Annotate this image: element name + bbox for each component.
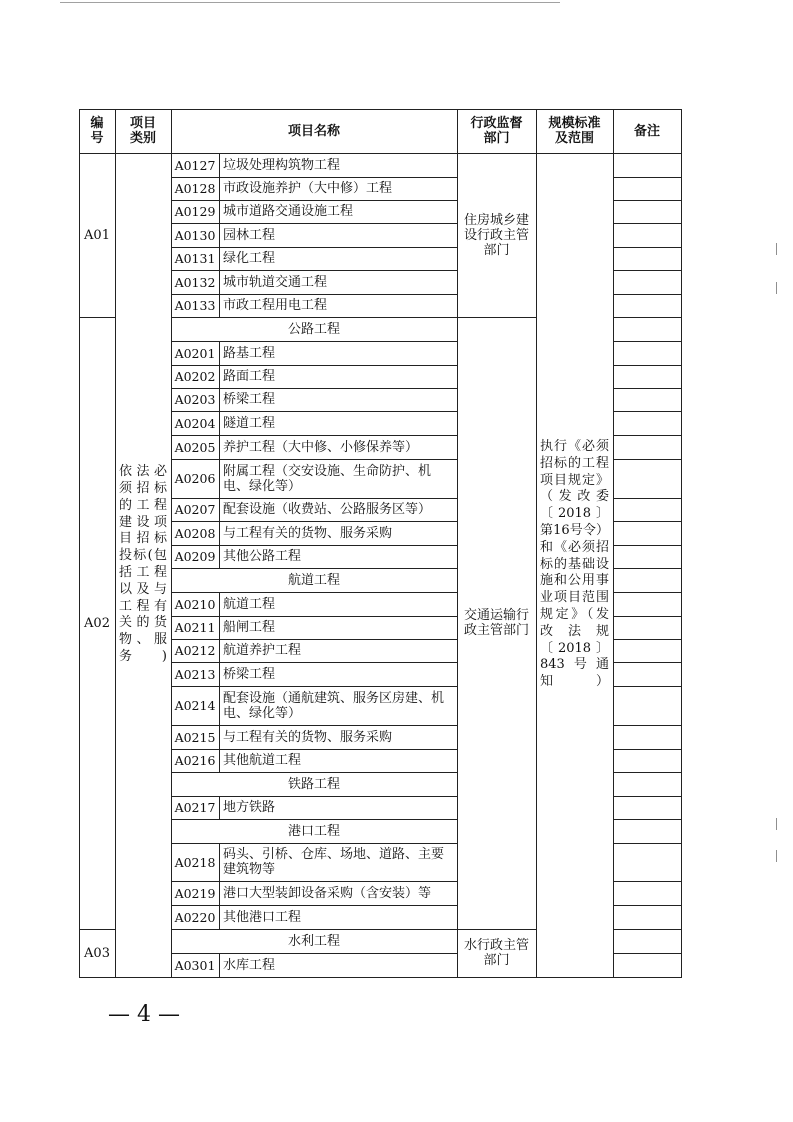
item-name: 市政工程用电工程 xyxy=(223,298,328,313)
code-name-divider xyxy=(219,435,220,459)
item-name: 其他港口工程 xyxy=(223,909,302,925)
note-divider xyxy=(613,365,681,366)
item-code: A0220 xyxy=(174,909,216,925)
note-divider xyxy=(613,341,681,342)
row-divider xyxy=(171,365,457,366)
item-code: A0215 xyxy=(174,729,216,745)
header-scope: 规模标准及范围 xyxy=(548,116,601,146)
item-name: 城市道路交通设施工程 xyxy=(223,204,354,219)
scan-edge-line xyxy=(60,2,560,3)
row-divider xyxy=(171,435,457,436)
note-divider xyxy=(613,498,681,499)
code-name-divider xyxy=(219,388,220,411)
note-divider xyxy=(613,435,681,436)
code-name-divider xyxy=(219,177,220,200)
row-divider xyxy=(171,953,457,954)
code-name-divider xyxy=(219,905,220,929)
row-divider xyxy=(171,592,457,593)
item-code: A0210 xyxy=(174,596,216,612)
row-divider xyxy=(171,749,457,750)
item-name: 绿化工程 xyxy=(223,251,276,266)
code-name-divider xyxy=(219,686,220,725)
item-code: A0214 xyxy=(174,698,216,713)
category-cell: 依法必须招标的工程建设项目招标投标(包括工程以及与工程有关的货物、服务) xyxy=(119,464,167,664)
code-name-divider xyxy=(219,843,220,881)
row-divider xyxy=(171,521,457,522)
item-name: 城市轨道交通工程 xyxy=(223,274,328,290)
row-divider xyxy=(171,843,457,844)
note-divider xyxy=(613,177,681,178)
item-name: 路面工程 xyxy=(223,369,276,384)
row-divider xyxy=(171,725,457,726)
header-category: 项目类别 xyxy=(129,116,156,146)
section-title: 铁路工程 xyxy=(287,776,340,792)
scan-edge-mark xyxy=(776,818,777,830)
group-divider xyxy=(79,317,115,318)
column-divider xyxy=(171,109,172,978)
note-divider xyxy=(613,819,681,820)
code-name-divider xyxy=(219,662,220,686)
row-divider xyxy=(171,317,457,318)
row-divider xyxy=(171,411,457,412)
note-divider xyxy=(613,881,681,882)
dept-cell: 水行政主管部门 xyxy=(463,938,529,968)
row-divider xyxy=(171,905,457,906)
code-name-divider xyxy=(219,521,220,545)
item-code: A0132 xyxy=(174,274,216,290)
row-divider xyxy=(171,772,457,773)
item-name: 航道养护工程 xyxy=(223,643,302,658)
note-divider xyxy=(613,686,681,687)
item-code: A0209 xyxy=(174,549,216,564)
group-code: A02 xyxy=(84,615,110,631)
item-name: 与工程有关的货物、服务采购 xyxy=(223,525,393,541)
item-code: A0203 xyxy=(174,392,216,407)
group-code: A03 xyxy=(84,945,110,961)
note-divider xyxy=(613,545,681,546)
note-divider xyxy=(613,294,681,295)
scan-edge-mark xyxy=(776,282,777,294)
row-divider xyxy=(171,200,457,201)
item-name: 地方铁路 xyxy=(223,800,276,815)
note-divider xyxy=(613,247,681,248)
page-number: — 4 — xyxy=(108,1002,180,1027)
note-divider xyxy=(613,749,681,750)
row-divider xyxy=(171,977,457,978)
note-divider xyxy=(613,568,681,569)
note-divider xyxy=(613,223,681,224)
section-title: 公路工程 xyxy=(287,321,340,337)
row-divider xyxy=(171,796,457,797)
item-code: A0219 xyxy=(174,885,216,901)
note-divider xyxy=(613,772,681,773)
code-name-divider xyxy=(219,270,220,294)
note-divider xyxy=(613,317,681,318)
table-top-border xyxy=(79,109,682,110)
header-name: 项目名称 xyxy=(287,123,340,139)
note-divider xyxy=(613,616,681,617)
row-divider xyxy=(171,686,457,687)
row-divider xyxy=(171,662,457,663)
code-name-divider xyxy=(219,411,220,435)
item-code: A0208 xyxy=(174,525,216,541)
item-code: A0204 xyxy=(174,415,216,431)
item-code: A0205 xyxy=(174,439,216,455)
note-divider xyxy=(613,662,681,663)
row-divider xyxy=(171,459,457,460)
group-code: A01 xyxy=(84,227,110,243)
column-divider xyxy=(457,109,458,978)
item-name: 市政设施养护（大中修）工程 xyxy=(223,181,393,196)
row-divider xyxy=(171,545,457,546)
row-divider xyxy=(171,294,457,295)
code-name-divider xyxy=(219,200,220,223)
note-divider xyxy=(613,843,681,844)
note-divider xyxy=(613,200,681,201)
row-divider xyxy=(171,247,457,248)
item-name: 港口大型装卸设备采购（含安装）等 xyxy=(223,885,432,901)
scan-edge-mark xyxy=(776,243,777,255)
item-name: 船闸工程 xyxy=(223,620,276,635)
row-divider xyxy=(171,616,457,617)
column-divider xyxy=(681,109,682,978)
code-name-divider xyxy=(219,294,220,317)
item-name: 与工程有关的货物、服务采购 xyxy=(223,729,393,745)
item-code: A0131 xyxy=(174,251,216,266)
item-code: A0207 xyxy=(174,502,216,517)
code-name-divider xyxy=(219,749,220,772)
note-divider xyxy=(613,725,681,726)
scope-cell: 执行《必须招标的工程项目规定》（发改委〔2018〕第16号令）和《必须招标的基础设施和公用事业项目范围规定》（发改法规〔2018〕843号通知） xyxy=(540,439,609,690)
note-divider xyxy=(613,977,681,978)
item-name: 桥梁工程 xyxy=(223,666,276,682)
code-name-divider xyxy=(219,365,220,388)
item-name: 其他公路工程 xyxy=(223,549,302,564)
note-divider xyxy=(613,411,681,412)
code-name-divider xyxy=(219,498,220,521)
note-divider xyxy=(613,796,681,797)
code-name-divider xyxy=(219,725,220,749)
item-name: 配套设施（通航建筑、服务区房建、机电、绿化等） xyxy=(223,690,445,721)
row-divider xyxy=(171,639,457,640)
item-name: 码头、引桥、仓库、场地、道路、主要建筑物等 xyxy=(223,847,445,877)
item-name: 桥梁工程 xyxy=(223,392,276,407)
row-divider xyxy=(171,819,457,820)
section-title: 港口工程 xyxy=(287,823,340,839)
code-name-divider xyxy=(219,639,220,662)
row-divider xyxy=(171,223,457,224)
section-title: 水利工程 xyxy=(287,933,340,949)
header-num: 编号 xyxy=(90,116,104,146)
item-code: A0213 xyxy=(174,666,216,682)
row-divider xyxy=(171,177,457,178)
code-name-divider xyxy=(219,881,220,905)
header-note: 备注 xyxy=(633,123,660,139)
item-name: 航道工程 xyxy=(223,596,276,612)
code-name-divider xyxy=(219,592,220,616)
note-divider xyxy=(613,953,681,954)
row-divider xyxy=(171,388,457,389)
row-divider xyxy=(171,270,457,271)
column-divider xyxy=(536,109,537,978)
row-divider xyxy=(171,929,457,930)
note-divider xyxy=(613,639,681,640)
code-name-divider xyxy=(219,223,220,247)
column-divider xyxy=(79,109,80,978)
item-name: 养护工程（大中修、小修保养等） xyxy=(223,439,419,455)
section-title: 航道工程 xyxy=(287,572,340,588)
note-divider xyxy=(613,521,681,522)
item-name: 配套设施（收费站、公路服务区等） xyxy=(223,502,432,517)
item-code: A0216 xyxy=(174,753,216,768)
item-name: 路基工程 xyxy=(223,345,276,361)
item-code: A0206 xyxy=(174,471,216,486)
item-name: 垃圾处理构筑物工程 xyxy=(223,157,341,173)
note-divider xyxy=(613,270,681,271)
code-name-divider xyxy=(219,796,220,819)
note-divider xyxy=(613,929,681,930)
code-name-divider xyxy=(219,153,220,177)
code-name-divider xyxy=(219,616,220,639)
item-code: A0212 xyxy=(174,643,216,658)
item-name: 园林工程 xyxy=(223,227,276,243)
item-code: A0202 xyxy=(174,369,216,384)
item-code: A0211 xyxy=(174,620,216,635)
item-code: A0133 xyxy=(174,298,216,313)
item-code: A0130 xyxy=(174,227,216,243)
row-divider xyxy=(171,881,457,882)
item-code: A0129 xyxy=(174,204,216,219)
column-divider xyxy=(115,109,116,978)
item-name: 其他航道工程 xyxy=(223,753,302,768)
item-name: 附属工程（交安设施、生命防护、机电、绿化等） xyxy=(223,463,432,494)
header-dept: 行政监督部门 xyxy=(470,116,523,146)
scan-edge-mark xyxy=(776,850,777,862)
item-name: 水库工程 xyxy=(223,957,276,973)
dept-cell: 交通运输行政主管部门 xyxy=(463,608,529,638)
item-name: 隧道工程 xyxy=(223,415,276,431)
table-header-border xyxy=(79,153,682,154)
code-name-divider xyxy=(219,545,220,568)
note-divider xyxy=(613,459,681,460)
dept-cell: 住房城乡建设行政主管部门 xyxy=(463,212,529,258)
row-divider xyxy=(171,341,457,342)
item-code: A0217 xyxy=(174,800,216,815)
note-divider xyxy=(613,592,681,593)
code-name-divider xyxy=(219,459,220,498)
row-divider xyxy=(171,568,457,569)
code-name-divider xyxy=(219,953,220,977)
item-code: A0127 xyxy=(174,157,216,173)
item-code: A0201 xyxy=(174,345,216,361)
note-divider xyxy=(613,905,681,906)
item-code: A0218 xyxy=(174,854,216,870)
item-code: A0128 xyxy=(174,181,216,196)
group-divider xyxy=(79,929,115,930)
code-name-divider xyxy=(219,247,220,270)
item-code: A0301 xyxy=(174,957,216,973)
code-name-divider xyxy=(219,341,220,365)
column-divider xyxy=(613,109,614,978)
note-divider xyxy=(613,388,681,389)
row-divider xyxy=(171,498,457,499)
